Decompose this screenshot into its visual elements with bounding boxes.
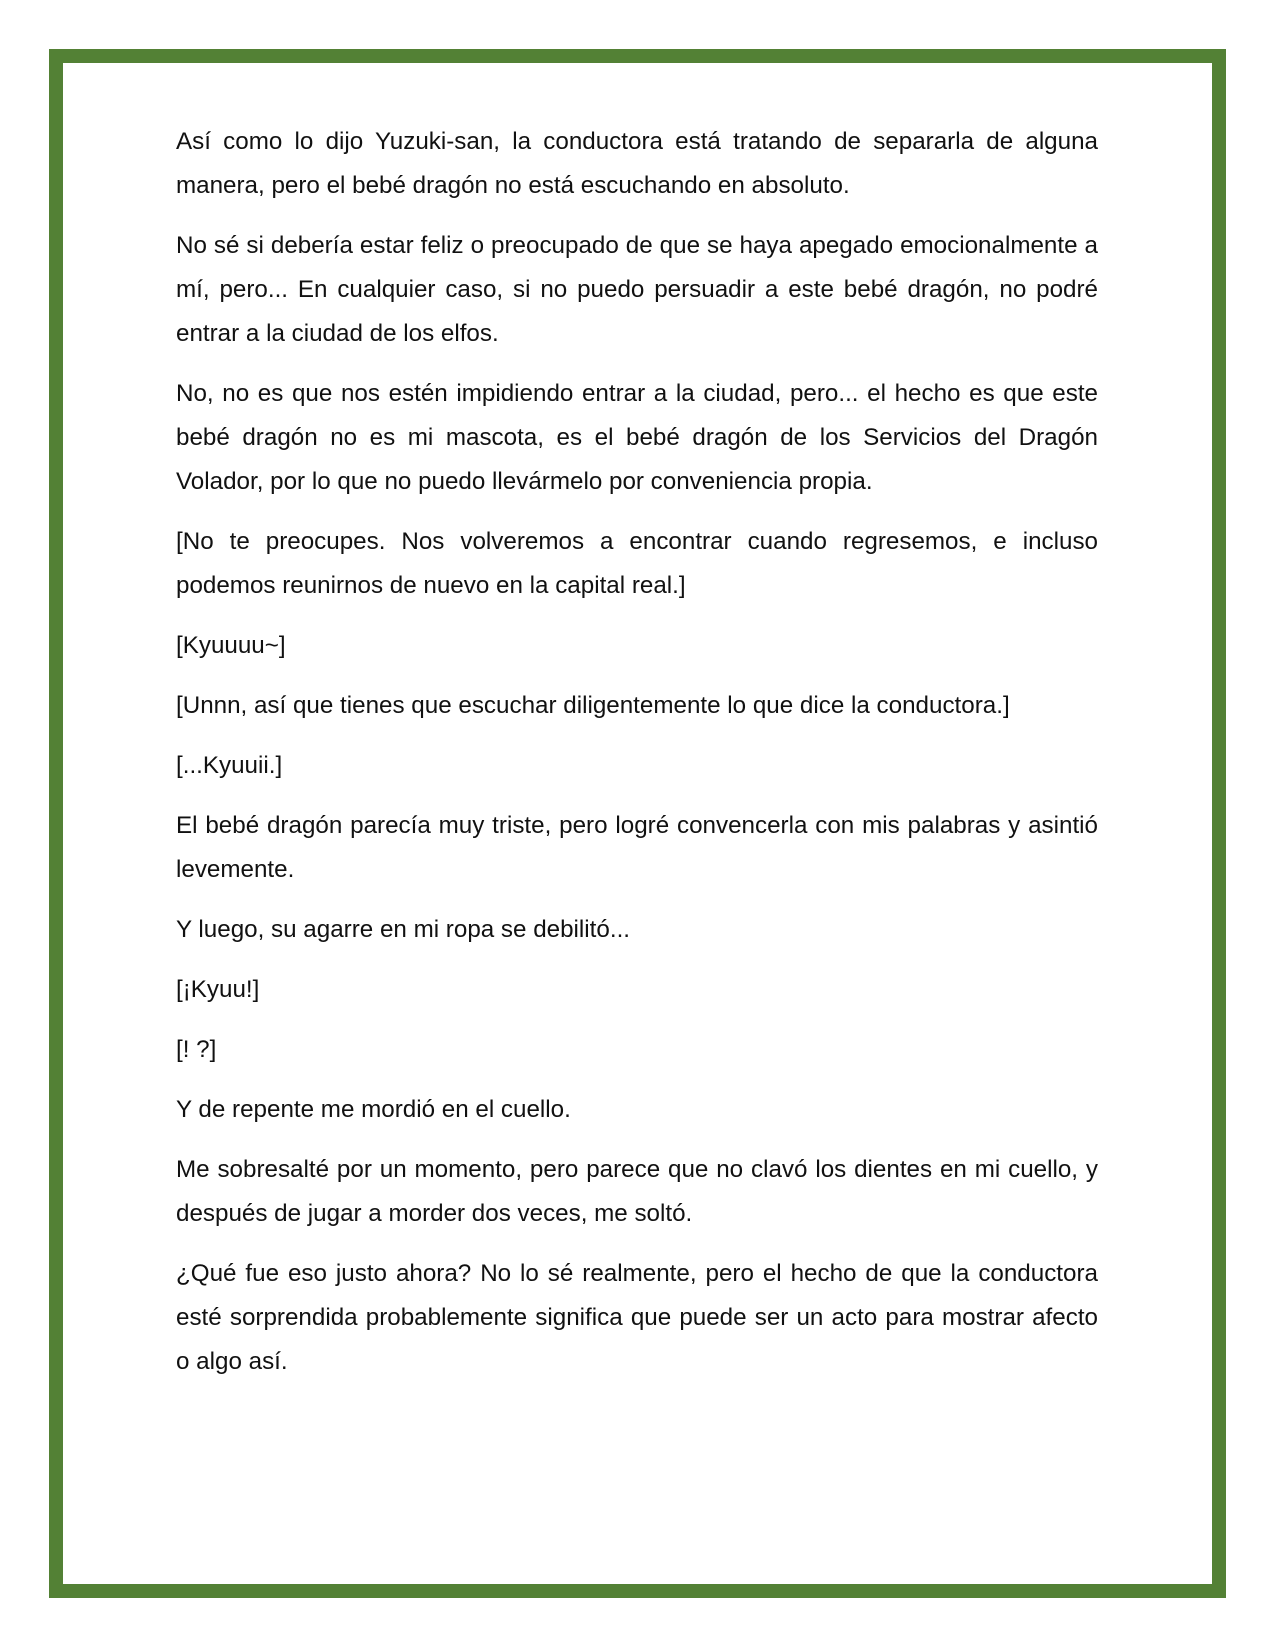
paragraph: [...Kyuuii.] xyxy=(176,752,283,779)
paragraph: Y luego, su agarre en mi ropa se debilitó... xyxy=(176,916,631,943)
paragraph: Así como lo dijo Yuzuki-san, la conductora está tratando de separarla de alguna manera, pero el bebé dragón no está escuchando en absoluto. xyxy=(176,128,1098,199)
paragraph: [! ?] xyxy=(176,1036,217,1063)
document-body xyxy=(176,120,1098,1400)
paragraph: El bebé dragón parecía muy triste, pero logré convencerla con mis palabras y asintió levemente. xyxy=(176,812,1098,883)
paragraph: No sé si debería estar feliz o preocupado de que se haya apegado emocionalmente a mí, pero... En cualquier caso, si no puedo persuadir a este bebé dragón, no podré entrar a la ciudad de los elfos. xyxy=(176,232,1098,347)
paragraph: [Kyuuuu~] xyxy=(176,632,286,659)
paragraph: ¿Qué fue eso justo ahora? No lo sé realmente, pero el hecho de que la conductora esté sorprendida probablemente significa que puede ser un acto para mostrar afecto o algo así. xyxy=(176,1260,1098,1375)
paragraph: Y de repente me mordió en el cuello. xyxy=(176,1096,571,1123)
paragraph: No, no es que nos estén impidiendo entrar a la ciudad, pero... el hecho es que este bebé dragón no es mi mascota, es el bebé dragón de los Servicios del Dragón Volador, por lo que no puedo llevármelo por conveniencia propia. xyxy=(176,380,1098,495)
paragraph: [¡Kyuu!] xyxy=(176,976,260,1003)
paragraph: Me sobresalté por un momento, pero parece que no clavó los dientes en mi cuello, y después de jugar a morder dos veces, me soltó. xyxy=(176,1156,1098,1227)
paragraph: [No te preocupes. Nos volveremos a encontrar cuando regresemos, e incluso podemos reunirnos de nuevo en la capital real.] xyxy=(176,528,1098,599)
paragraph: [Unnn, así que tienes que escuchar diligentemente lo que dice la conductora.] xyxy=(176,692,1010,719)
